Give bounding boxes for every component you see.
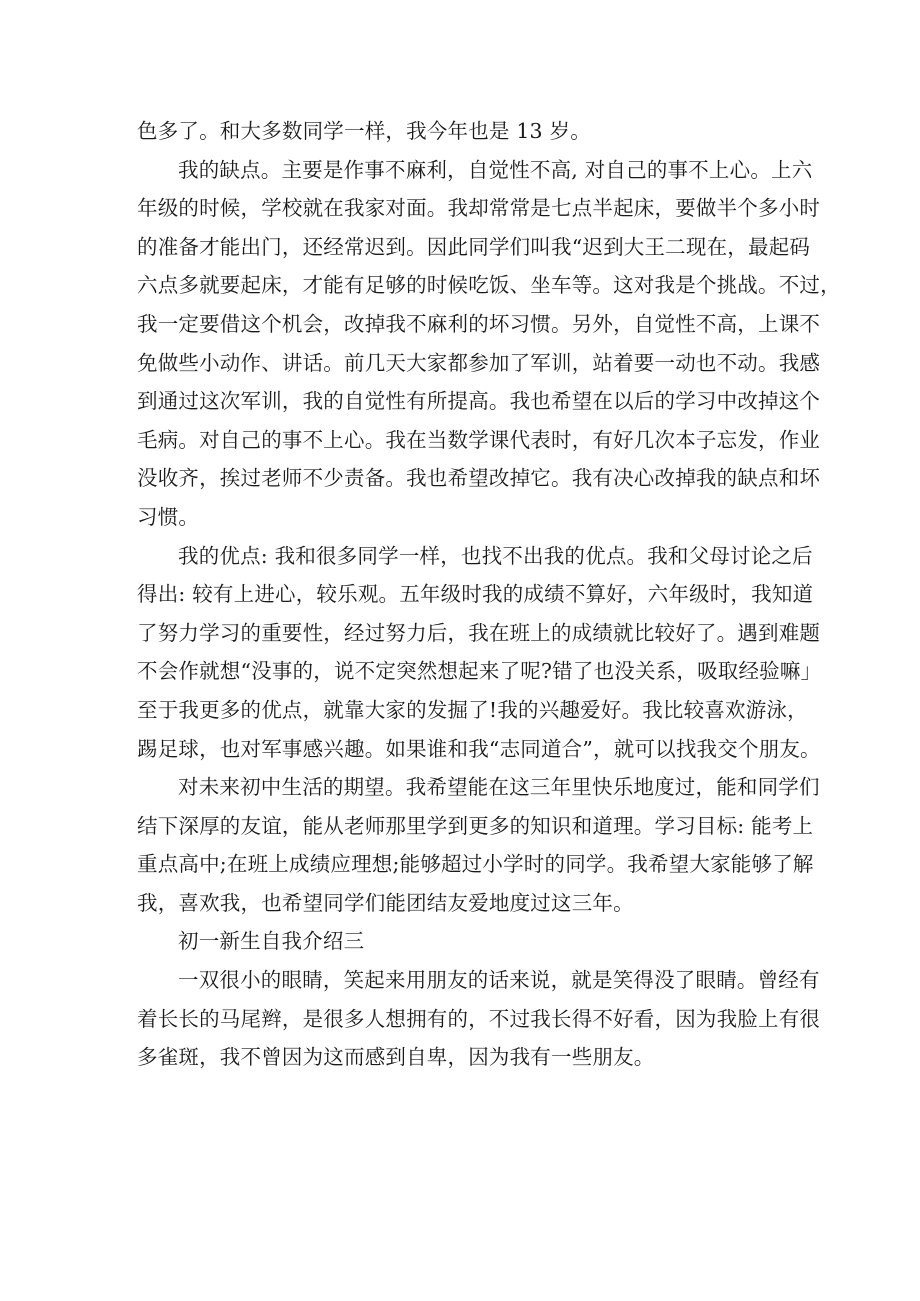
text-line: 得出: 较有上进心，较乐观。五年级时我的成绩不算好，六年级时，我知道 (137, 582, 814, 607)
text-line: 重点高中;在班上成绩应理想;能够超过小学时的同学。我希望大家能够了解 (137, 852, 814, 877)
paragraph-intro-three-start: 一双很小的眼睛，笑起来用朋友的话来说，就是笑得没了眼睛。曾经有 (178, 968, 820, 993)
section-heading: 初一新生自我介绍三 (178, 929, 365, 954)
text-line: 免做些小动作、讲话。前几天大家都参加了军训，站着要一动也不动。我感 (137, 350, 821, 375)
text-line: 不会作就想“没事的，说不定突然想起来了呢?错了也没关系，吸取经验嘛」 (137, 659, 822, 684)
text-line: 着长长的马尾辫，是很多人想拥有的，不过我长得不好看，因为我脸上有很 (137, 1006, 821, 1031)
text-line: 毛病。对自己的事不上心。我在当数学课代表时，有好几次本子忘发，作业 (137, 427, 821, 452)
text-line: 习惯。 (137, 504, 200, 529)
paragraph-shortcomings-start: 我的缺点。主要是作事不麻利，自觉性不高, 对自己的事不上心。上六 (178, 157, 813, 182)
text-line: 色多了。和大多数同学一样，我今年也是 13 岁。 (137, 119, 591, 143)
text-line: 至于我更多的优点，就靠大家的发掘了!我的兴趣爱好。我比较喜欢游泳， (137, 697, 808, 722)
text-line: 多雀斑，我不曾因为这而感到自卑，因为我有一些朋友。 (137, 1045, 655, 1070)
text-line: 到通过这次军训，我的自觉性有所提高。我也希望在以后的学习中改掉这个 (137, 389, 821, 414)
text-line: 踢足球，也对军事感兴趣。如果谁和我“志同道合”，就可以找我交个朋友。 (137, 736, 821, 761)
text-line: 年级的时候，学校就在我家对面。我却常常是七点半起床，要做半个多小时 (137, 196, 821, 221)
text-line: 了努力学习的重要性，经过努力后，我在班上的成绩就比较好了。遇到难题 (137, 620, 821, 645)
text-line: 的准备才能出门，还经常迟到。因此同学们叫我“迟到大王二现在，最起码 (137, 234, 811, 259)
paragraph-strengths-start: 我的优点: 我和很多同学一样，也找不出我的优点。我和父母讨论之后 (178, 543, 813, 568)
text-line: 结下深厚的友谊，能从老师那里学到更多的知识和道理。学习目标: 能考上 (137, 813, 814, 838)
text-line: 我一定要借这个机会，改掉我不麻利的坏习惯。另外，自觉性不高，上课不 (137, 311, 821, 336)
text-line: 没收齐，挨过老师不少责备。我也希望改掉它。我有决心改掉我的缺点和坏 (137, 466, 821, 491)
body-text (137, 112, 841, 1077)
text-line: 六点多就要起床，才能有足够的时候吃饭、坐车等。这对我是个挑战。不过， (137, 273, 841, 298)
text-line: 我，喜欢我，也希望同学们能团结友爱地度过这三年。 (137, 890, 634, 915)
paragraph-expectations-start: 对未来初中生活的期望。我希望能在这三年里快乐地度过，能和同学们 (178, 775, 820, 800)
